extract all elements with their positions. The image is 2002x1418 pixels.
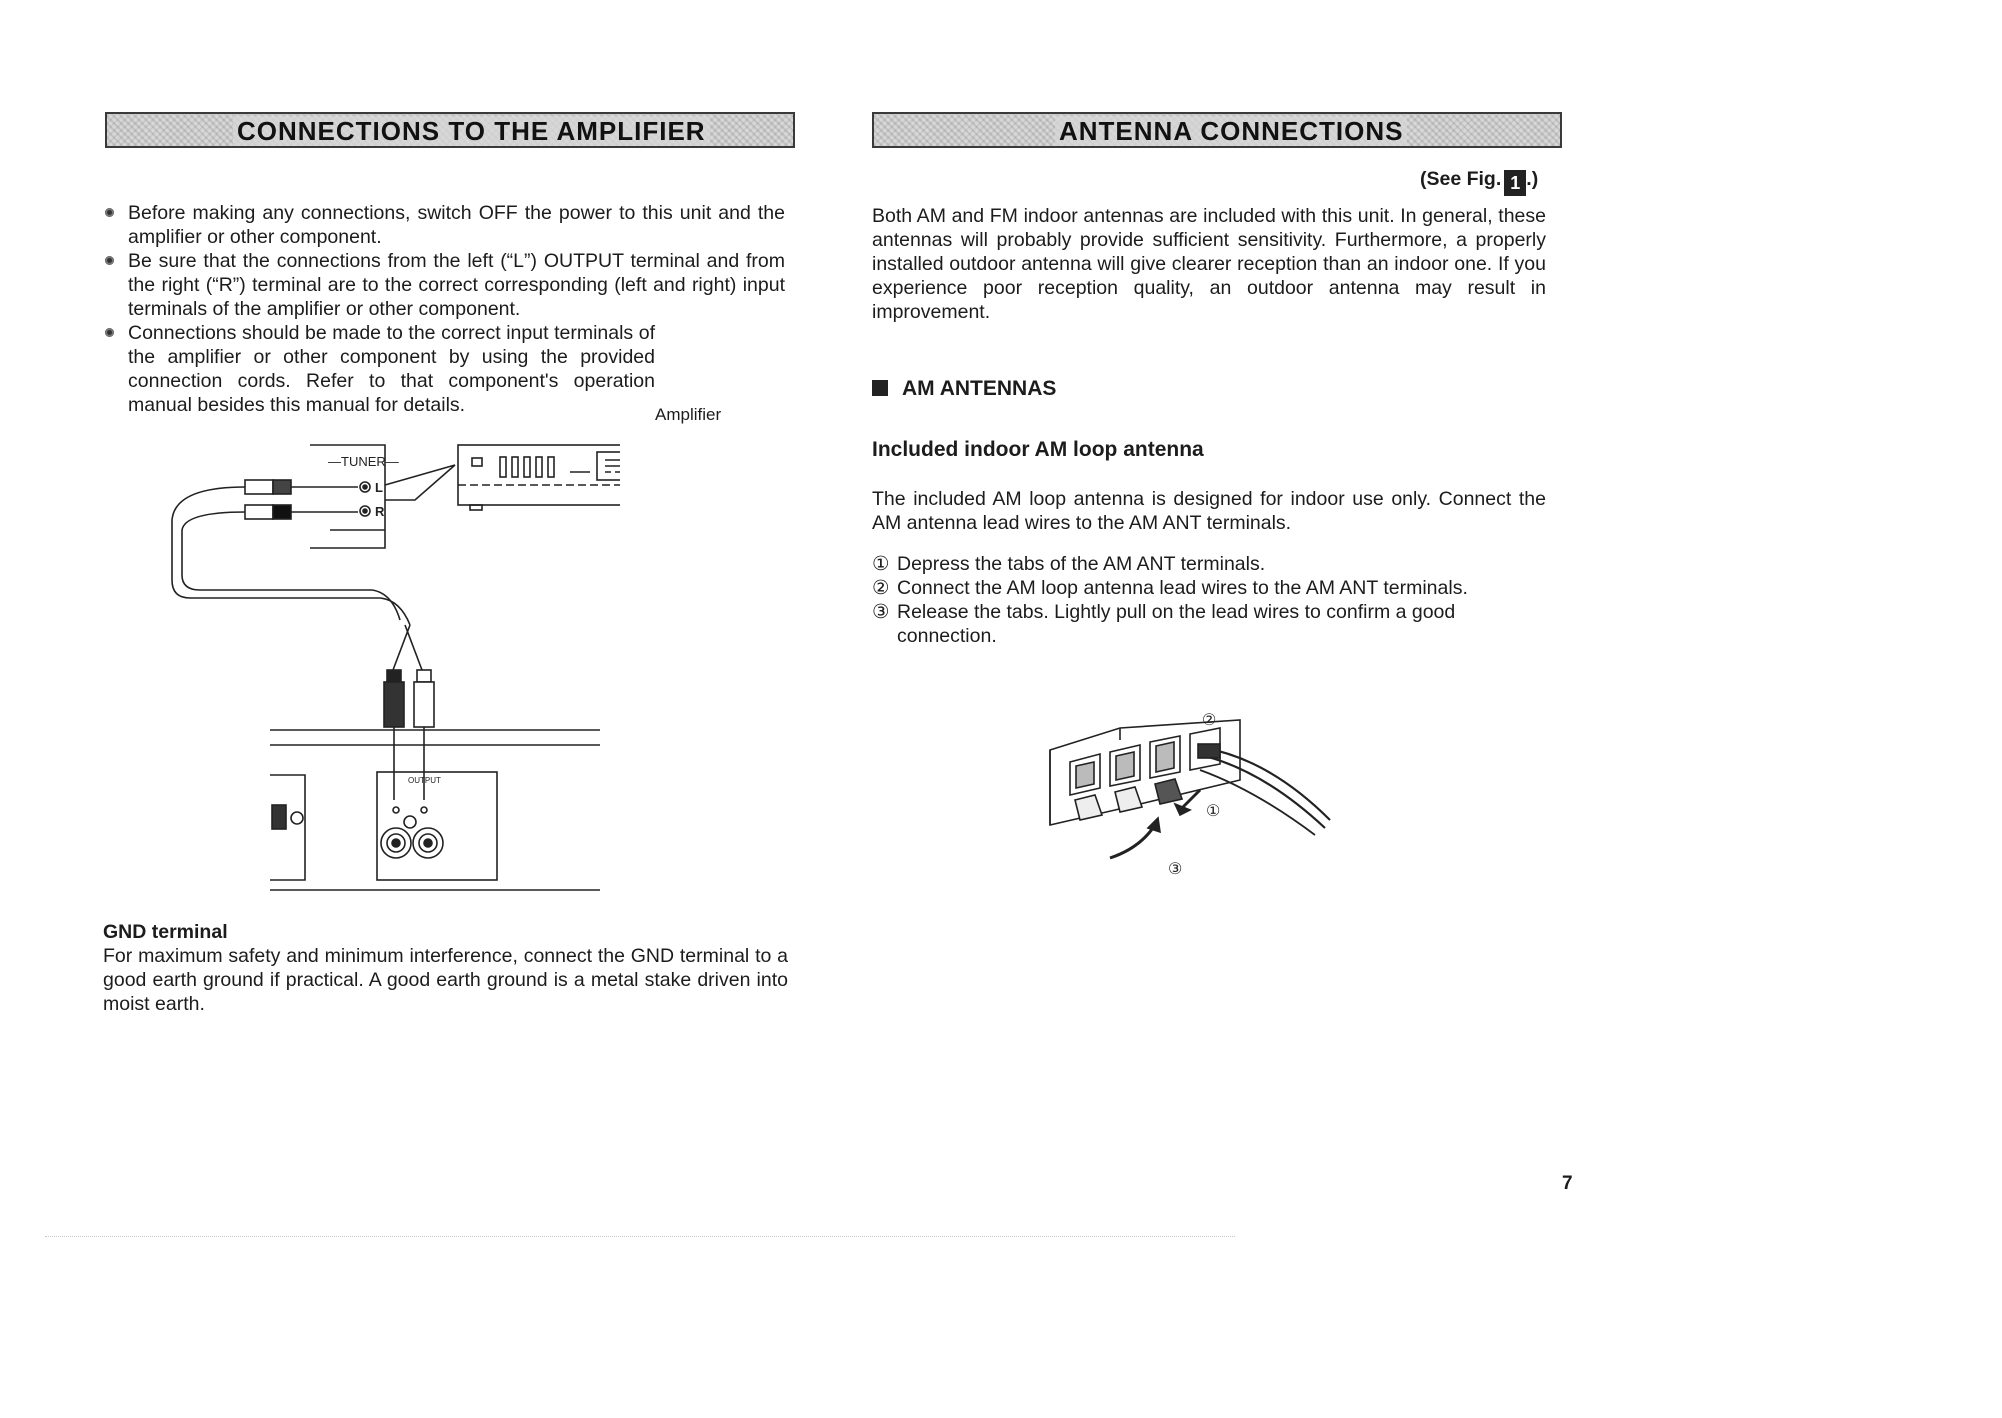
bullet-icon	[105, 208, 114, 217]
connection-steps-list	[872, 552, 1522, 648]
left-input-label: L	[375, 480, 383, 495]
bullet-icon	[105, 256, 114, 265]
left-section-banner	[105, 112, 795, 148]
left-section-title: CONNECTIONS TO THE AMPLIFIER	[233, 116, 710, 146]
list-item: ③ Release the tabs. Lightly pull on the lead wires to confirm a good connection.	[872, 601, 1456, 647]
list-item: Connections should be made to the correct input terminals of the amplifier or other component by using the provided connection cords. Refer to that component's operation manual besides this manual for details.	[103, 321, 785, 417]
bullet-icon	[105, 328, 114, 337]
amplifier-label: Amplifier	[655, 405, 722, 424]
gnd-title: GND terminal	[103, 921, 228, 943]
antenna-intro-text: Both AM and FM indoor antennas are included with this unit. In general, these antennas will probably provide sufficient sensitivity. Furthermore, a properly installed outdoor antenna will give clearer reception than an indoor one. If you experience poor reception quality, an outdoor antenna may result in improvement.	[872, 205, 1546, 323]
amplifier-connection-diagram	[160, 430, 620, 900]
callout-3: ③	[1168, 861, 1183, 878]
square-bullet-icon	[872, 380, 888, 396]
list-item: ② Connect the AM loop antenna lead wires to the AM ANT terminals.	[872, 577, 1468, 599]
tuner-label: —TUNER—	[328, 454, 399, 469]
precautions-list	[103, 201, 785, 417]
page-edge-divider	[45, 1236, 1235, 1237]
gnd-text: For maximum safety and minimum interference, connect the GND terminal to a good earth ground if practical. A good earth ground is a metal stake driven into moist earth.	[103, 945, 788, 1015]
right-input-label: R	[375, 504, 385, 519]
callout-1: ①	[1206, 803, 1221, 820]
right-section-title: ANTENNA CONNECTIONS	[1055, 116, 1407, 146]
right-section-banner	[872, 112, 1562, 148]
page-number: 7	[1562, 1173, 1573, 1194]
am-antenna-terminal-diagram	[1040, 700, 1340, 880]
list-item: Before making any connections, switch OFF the power to this unit and the amplifier or other component.	[103, 201, 785, 249]
loop-antenna-heading: Included indoor AM loop antenna	[872, 438, 1204, 461]
see-figure-reference: (See Fig. 1 .)	[1420, 168, 1538, 196]
am-antennas-heading: AM ANTENNAS	[872, 377, 1056, 401]
callout-2: ②	[1202, 712, 1217, 729]
list-item: Be sure that the connections from the left (“L”) OUTPUT terminal and from the right (“R”) terminal are to the correct corresponding (left and right) input terminals of the amplifier or other component.	[103, 249, 785, 321]
output-label: OUTPUT	[408, 776, 441, 785]
loop-antenna-text: The included AM loop antenna is designed for indoor use only. Connect the AM antenna lead wires to the AM ANT terminals.	[872, 488, 1546, 534]
list-item: ① Depress the tabs of the AM ANT terminals.	[872, 553, 1266, 575]
figure-number-badge: 1	[1504, 170, 1526, 196]
